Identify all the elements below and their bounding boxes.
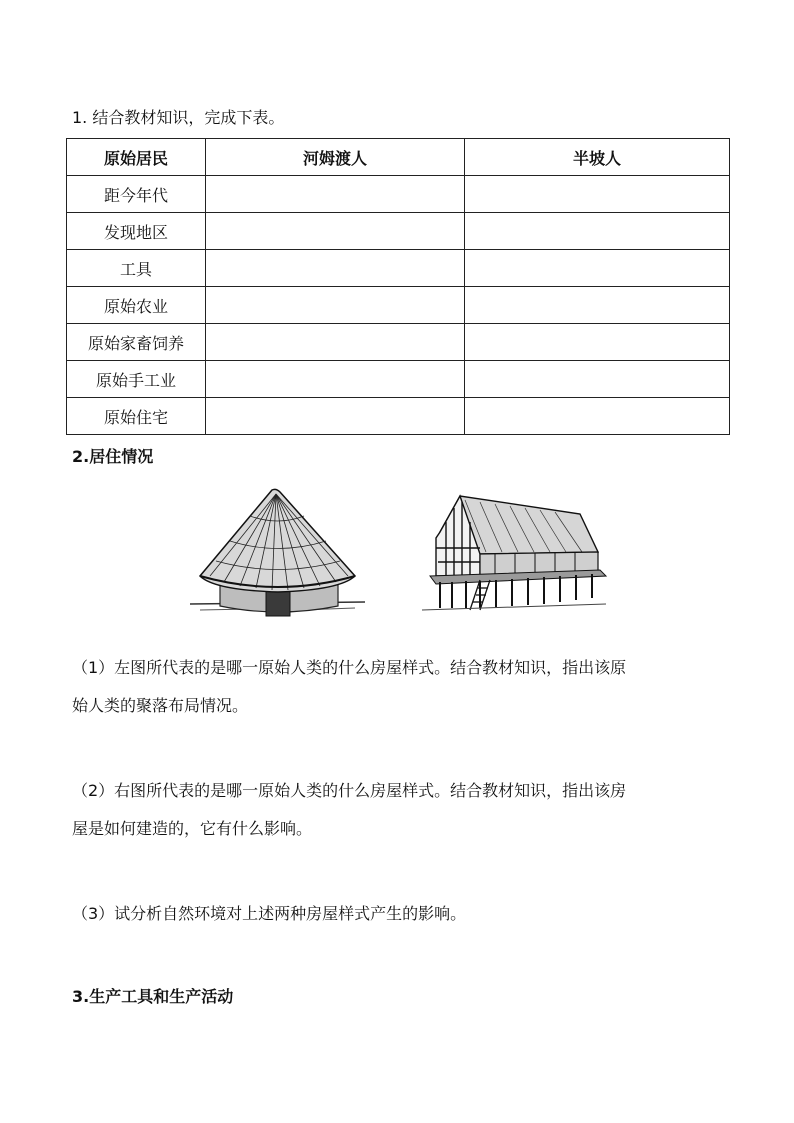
table-row bbox=[67, 213, 730, 250]
answer-cell[interactable] bbox=[465, 361, 730, 398]
answer-cell[interactable] bbox=[465, 250, 730, 287]
sub-question-2-line-1: （2）右图所代表的是哪一原始人类的什么房屋样式。结合教材知识，指出该房 bbox=[72, 781, 627, 800]
question-1-title: 1. 结合教材知识，完成下表。 bbox=[72, 108, 285, 127]
answer-cell[interactable] bbox=[206, 250, 465, 287]
answer-cell[interactable] bbox=[206, 361, 465, 398]
answer-cell[interactable] bbox=[206, 176, 465, 213]
answer-cell[interactable] bbox=[465, 213, 730, 250]
answer-cell[interactable] bbox=[206, 287, 465, 324]
table-row bbox=[67, 250, 730, 287]
table-row bbox=[67, 324, 730, 361]
table-row bbox=[67, 398, 730, 435]
question-2-title: 2.居住情况 bbox=[72, 447, 154, 466]
answer-cell[interactable] bbox=[465, 176, 730, 213]
row-label: 原始住宅 bbox=[67, 398, 206, 435]
answer-cell[interactable] bbox=[465, 287, 730, 324]
row-label: 原始家畜饲养 bbox=[67, 324, 206, 361]
row-label: 发现地区 bbox=[67, 213, 206, 250]
row-label: 距今年代 bbox=[67, 176, 206, 213]
answer-cell[interactable] bbox=[206, 324, 465, 361]
sub-question-3: （3）试分析自然环境对上述两种房屋样式产生的影响。 bbox=[72, 904, 467, 923]
header-cell-hemudu: 河姆渡人 bbox=[206, 139, 465, 176]
answer-cell[interactable] bbox=[206, 398, 465, 435]
row-label: 工具 bbox=[67, 250, 206, 287]
row-label: 原始手工业 bbox=[67, 361, 206, 398]
header-cell-banpo: 半坡人 bbox=[465, 139, 730, 176]
table-row bbox=[67, 176, 730, 213]
question-3-title: 3.生产工具和生产活动 bbox=[72, 987, 234, 1006]
row-label: 原始农业 bbox=[67, 287, 206, 324]
stilt-house-image bbox=[420, 492, 608, 612]
table-row bbox=[67, 361, 730, 398]
sub-question-1-line-2: 始人类的聚落布局情况。 bbox=[72, 696, 249, 715]
hut-image bbox=[190, 486, 365, 626]
sub-question-2-line-2: 屋是如何建造的，它有什么影响。 bbox=[72, 819, 313, 838]
header-cell-residents: 原始居民 bbox=[67, 139, 206, 176]
answer-cell[interactable] bbox=[465, 324, 730, 361]
table-header-row bbox=[67, 139, 730, 176]
answer-cell[interactable] bbox=[206, 213, 465, 250]
comparison-table bbox=[66, 138, 730, 435]
sub-question-1-line-1: （1）左图所代表的是哪一原始人类的什么房屋样式。结合教材知识，指出该原 bbox=[72, 658, 627, 677]
answer-cell[interactable] bbox=[465, 398, 730, 435]
table-row bbox=[67, 287, 730, 324]
